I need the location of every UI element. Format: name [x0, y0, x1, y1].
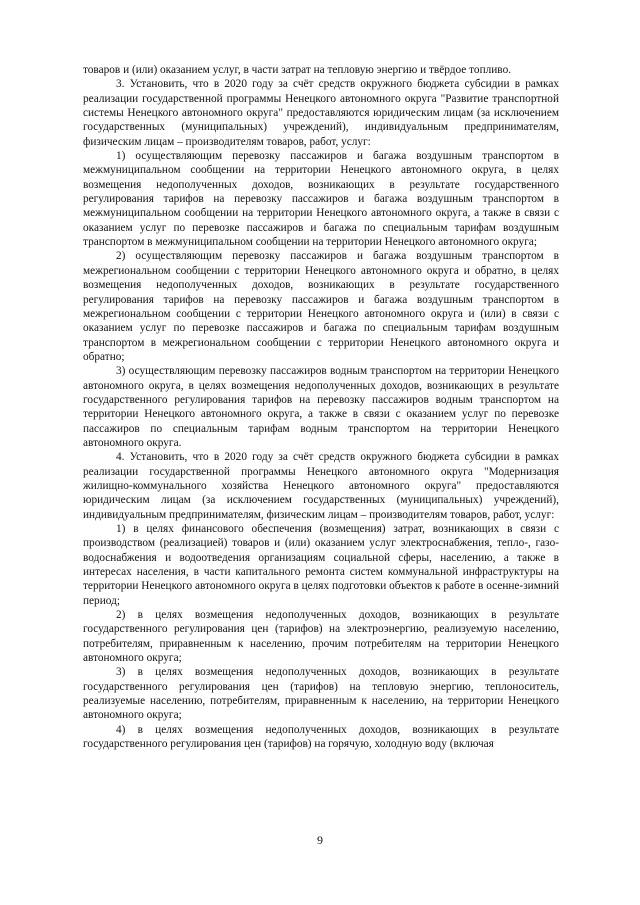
paragraph-item-4-3: 3) в целях возмещения недополученных доходов, возникающих в результате государственного регулирования цен (тарифов) на тепловую энергию, теплоноситель, реализуемые населению, потребителям, приравненным к населению, на территории Ненецкого автономного округа;	[83, 666, 559, 722]
paragraph-item-3-3: 3) осуществляющим перевозку пассажиров водным транспортом на территории Ненецкого автономного округа, в целях возмещения недополученных доходов, возникающих в результате государственного регулирования тарифов на перевозку пассажиров водным транспортом на территории Ненецкого автономного округа, а также в связи с оказанием услуг по перевозке пассажиров по специальным тарифам водным транспортом на территории Ненецкого автономного округа.	[83, 365, 559, 449]
paragraph-item-4-4: 4) в целях возмещения недополученных доходов, возникающих в результате государственного регулирования цен (тарифов) на горячую, холодную воду (включая	[83, 723, 559, 751]
paragraph-item-3-2: 2) осуществляющим перевозку пассажиров и багажа воздушным транспортом в межрегиональном сообщении с территории Ненецкого автономного округа и обратно, в целях возмещения недополученных доходов, возникающих в результате государственного регулирования тарифов на перевозку пассажиров и багажа воздушным транспортом в межрегиональном сообщении с территории Ненецкого автономного округа и (или) в связи с оказанием услуг по перевозке пассажиров и багажа по специальным тарифам воздушным транспортом в межрегиональном сообщении с территории Ненецкого автономного округа и обратно;	[83, 250, 559, 363]
paragraph-continuation: товаров и (или) оказанием услуг, в части затрат на тепловую энергию и твёрдое топливо.	[83, 64, 512, 76]
paragraph-item-3: 3. Установить, что в 2020 году за счёт средств окружного бюджета субсидии в рамках реализации государственной программы Ненецкого автономного округа "Развитие транспортной системы Ненецкого автономного округа" предоставляются юридическим лицам (за исключением государственных (муниципальных) учреждений), индивидуальным предпринимателям, физическим лицам – производителям товаров, работ, услуг:	[83, 78, 559, 148]
paragraph-item-3-1: 1) осуществляющим перевозку пассажиров и багажа воздушным транспортом в межмуниципальном сообщении на территории Ненецкого автономного округа, в целях возмещения недополученных доходов, возникающих в результате государственного регулирования тарифов на перевозку пассажиров и багажа воздушным транспортом в межмуниципальном сообщении на территории Ненецкого автономного округа, а также в связи с оказанием услуг по перевозке пассажиров и багажа по специальным тарифам воздушным транспортом в межмуниципальном сообщении на территории Ненецкого автономного округа;	[83, 150, 559, 249]
document-body	[83, 63, 559, 752]
paragraph-item-4-1: 1) в целях финансового обеспечения (возмещения) затрат, возникающих в связи с производством (реализацией) товаров и (или) оказанием услуг электроснабжения, тепло-, газо- водоснабжения и водоотведения организациям социальной сферы, населению, а также в интересах населения, в части капитального ремонта систем коммунальной инфраструктуры на территории Ненецкого автономного округа в целях подготовки объектов к работе в осенне-зимний период;	[83, 523, 559, 607]
paragraph-item-4-2: 2) в целях возмещения недополученных доходов, возникающих в результате государственного регулирования цен (тарифов) на электроэнергию, реализуемую населению, потребителям, приравненным к населению, прочим потребителям на территории Ненецкого автономного округа;	[83, 609, 559, 665]
page-number: 9	[317, 833, 323, 847]
paragraph-item-4: 4. Установить, что в 2020 году за счёт средств окружного бюджета субсидии в рамках реализации государственной программы Ненецкого автономного округа "Модернизация жилищно-коммунального хозяйства Ненецкого автономного округа" предоставляются юридическим лицам (за исключением государственных (муниципальных) учреждений), индивидуальным предпринимателям, физическим лицам – производителям товаров, работ, услуг:	[83, 451, 559, 521]
